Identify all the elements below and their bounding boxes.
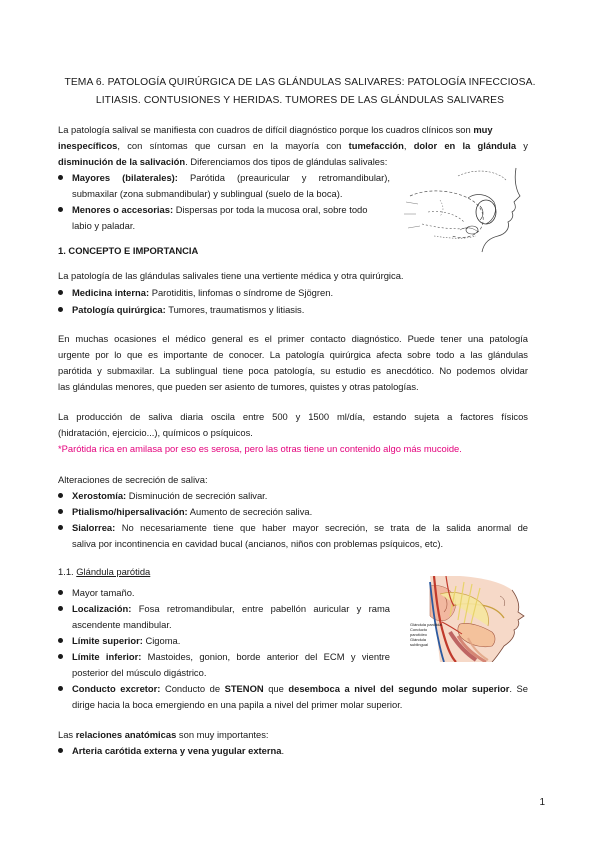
- bullet-icon: [58, 525, 63, 530]
- paragraph: Alteraciones de secreción de saliva:: [58, 474, 208, 485]
- intro-line-3: disminución de la salivación. Diferenciamos dos tipos de glándulas salivales:: [58, 156, 388, 167]
- bullet-icon: [58, 654, 63, 659]
- section-heading: 1. CONCEPTO E IMPORTANCIA: [58, 245, 199, 256]
- bullet-icon: [58, 175, 63, 180]
- bullet-icon: [58, 290, 63, 295]
- bullet-icon: [58, 606, 63, 611]
- document-page: TEMA 6. PATOLOGÍA QUIRÚRGICA DE LAS GLÁNDULAS SALIVARES: PATOLOGÍA INFECCIOSA. LITIASIS. CONTUSIONES Y HERIDAS. TUMORES DE LAS GLÁNDULAS SALIVARES La patología salival se manifiesta con cuadros de difícil diagnóstico porque los cuadros clínicos son muy inespecíficos, con síntomas que cursan en la mayoría con tumefacción, dolor en la glándula y disminución de la salivación. Diferenciamos dos tipos de glándulas salivales: Mayores (bilaterales): Parótida (preauricular y retromandibular), submaxilar (zona submandibular) y sublingual (suelo de la boca). Menores o accesorias: Dispersas por toda la mucosa oral, sobre todo labio y paladar. 1. CONCEPTO E IMPORTANCIA La patología de las glándulas salivales tiene una vertiente médica y otra quirúrgica. Medicina interna: Parotiditis, linfomas o síndrome de Sjögren. Patología quirúrgica: Tumores, traumatismos y litiasis. En muchas ocasiones el médico general es el primer contacto diagnóstico. Puede tener una patología urgente por lo que es importante de conocer. La patología quirúrgica afecta sobre todo a las glándulas parótida y submaxilar. La sublingual tiene poca patología, su estudio es anecdótico. No podemos olvidar las glándulas menores, que pueden ser asiento de tumores, quistes y otras patologías. La producción de saliva diaria oscila entre 500 y 1500 ml/día, estando sujeta a factores físicos (hidratación, ejercicio...), químicos o psíquicos. *Parótida rica en amilasa por eso es serosa, pero las otras tiene un contenido algo más mucoide. Alteraciones de secreción de saliva: Xerostomía: Disminución de secreción salivar. Ptialismo/hipersalivación: Aumento de secreción saliva. Sialorrea: No necesariamente tiene que haber mayor secreción, se trata de la salida anormal de saliva por incontinencia en cavidad bucal (ancianos, niños con problemas psíquicos, etc). 1.1. Glándula parótida Mayor tamaño. Localización: Fosa retromandibular, entre pabellón auricular y rama ascendente mandibular. Límite superior: Cigoma. Límite inferior: Mastoides, gonion, borde anterior del ECM y vientre posterior del músculo digástrico. Glándula parótida Conducto parotídeo Glándula sublingual Conducto excretor: Conducto de STENON que desemboca a nivel del segundo molar superior. Se dirige hacia la boca emergiendo en una papila a nivel del primer molar superior. Las relaciones anatómicas son muy importantes: Arteria carótida externa y vena yugular externa. 1: [0, 0, 600, 848]
- parotid-anatomy-illustration: [400, 576, 528, 662]
- bullet-icon: [58, 207, 63, 212]
- paragraph: Las relaciones anatómicas son muy importantes:: [58, 729, 269, 740]
- intro-line-1: La patología salival se manifiesta con cuadros de difícil diagnóstico porque los cuadros clínicos son muy: [58, 124, 493, 135]
- title-line-1: TEMA 6. PATOLOGÍA QUIRÚRGICA DE LAS GLÁNDULAS SALIVARES: PATOLOGÍA INFECCIOSA.: [64, 77, 536, 88]
- page-title: [50, 74, 550, 110]
- bullet-icon: [58, 748, 63, 753]
- subsection-heading: 1.1. Glándula parótida: [58, 566, 151, 577]
- paragraph: La patología de las glándulas salivales tiene una vertiente médica y otra quirúrgica.: [58, 270, 404, 281]
- pink-note: *Parótida rica en amilasa por eso es serosa, pero las otras tiene un contenido algo más mucoide.: [58, 443, 462, 454]
- figure-caption: Glándula parótida Conducto parotídeo Glándula sublingual: [410, 622, 442, 647]
- bullet-icon: [58, 307, 63, 312]
- bullet-icon: [58, 590, 63, 595]
- bullet-icon: [58, 638, 63, 643]
- paragraph: La producción de saliva diaria oscila entre 500 y 1500 ml/día, estando sujeta a factores físicos (hidratación, ejercicio...), químicos o psíquicos. *Parótida rica en amilasa por eso es serosa, pero las otras tiene un contenido algo más mucoide.: [58, 409, 528, 457]
- bullet-icon: [58, 493, 63, 498]
- intro-paragraph: [58, 122, 528, 170]
- salivary-glands-sketch: [398, 166, 526, 258]
- title-line-2: LITIASIS. CONTUSIONES Y HERIDAS. TUMORES DE LAS GLÁNDULAS SALIVARES: [95, 95, 505, 106]
- paragraph: En muchas ocasiones el médico general es el primer contacto diagnóstico. Puede tener una patología urgente por lo que es importante de conocer. La patología quirúrgica afecta sobre todo a las glándulas parótida y submaxilar. La sublingual tiene poca patología, su estudio es anecdótico. No podemos olvidar las glándulas menores, que pueden ser asiento de tumores, quistes y otras patologías.: [58, 333, 528, 392]
- bullet-icon: [58, 509, 63, 514]
- bullet-icon: [58, 686, 63, 691]
- intro-line-2: inespecíficos, con síntomas que cursan en la mayoría con tumefacción, dolor en la glándula y: [58, 140, 528, 151]
- page-number: 1: [539, 797, 545, 808]
